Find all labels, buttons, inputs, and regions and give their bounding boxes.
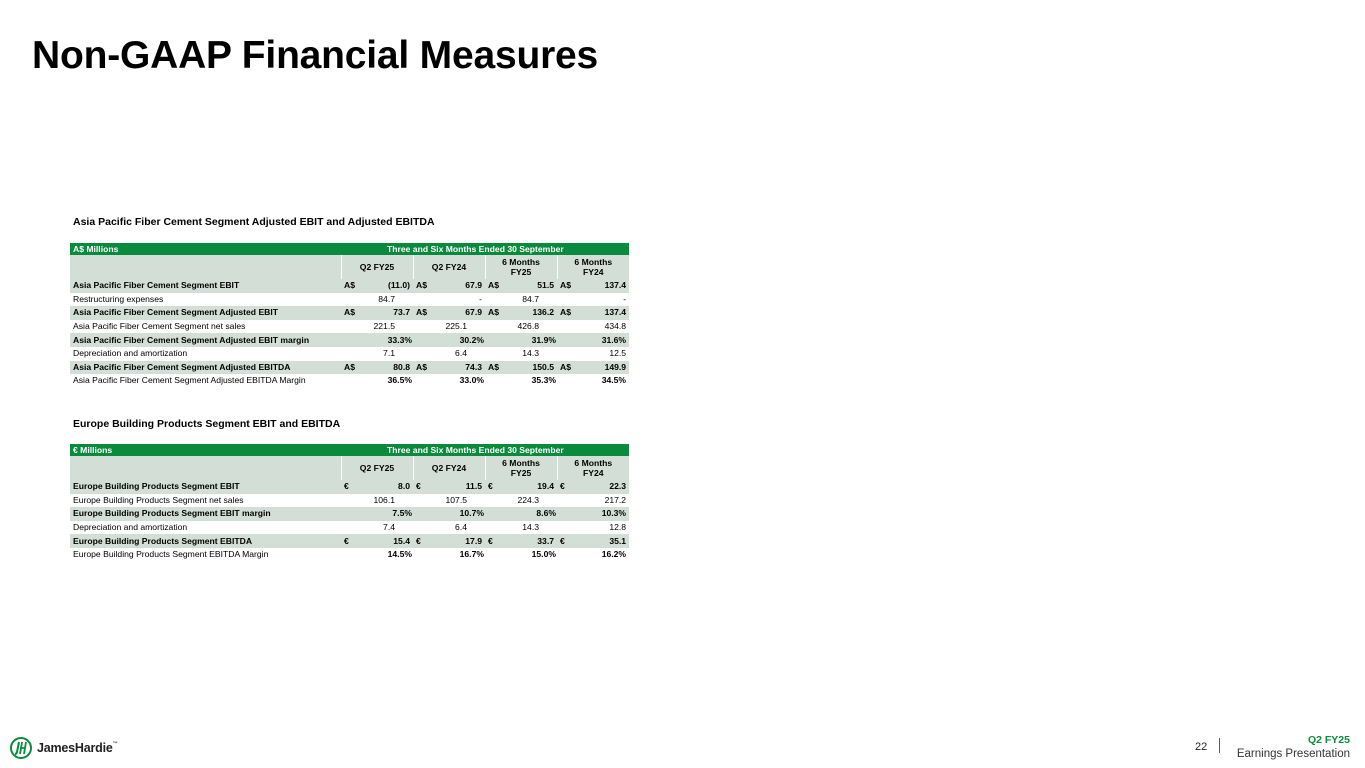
- cell-value: 12.8: [609, 522, 627, 533]
- table-row: [70, 279, 629, 293]
- cell-value: 137.4: [577, 306, 629, 320]
- cell-value: 31.9%: [485, 333, 557, 347]
- table-header-row: [70, 444, 629, 456]
- cell-value: 17.9: [433, 534, 485, 548]
- table-row: [70, 534, 629, 548]
- column-header: [557, 456, 629, 480]
- column-header-line: Q2 FY24: [431, 261, 467, 272]
- cell-value: 30.2%: [413, 333, 485, 347]
- currency-symbol: A$: [485, 361, 505, 375]
- cell-value: -: [479, 293, 482, 304]
- column-header-line: 6 Months: [502, 457, 540, 468]
- currency-symbol: €: [485, 480, 505, 494]
- cell-value: 11.5: [433, 480, 485, 494]
- currency-symbol: €: [413, 534, 433, 548]
- row-label: Asia Pacific Fiber Cement Segment Adjusted EBITDA Margin: [73, 375, 306, 386]
- currency-symbol: €: [557, 534, 577, 548]
- column-header-line: FY24: [583, 267, 604, 277]
- row-label: Europe Building Products Segment EBITDA: [70, 534, 341, 548]
- unit-label: € Millions: [70, 444, 341, 456]
- cell-value: 137.4: [577, 279, 629, 293]
- cell-value: 8.6%: [485, 507, 557, 521]
- cell-value: 51.5: [505, 279, 557, 293]
- unit-label: A$ Millions: [70, 243, 341, 255]
- column-header-line: Q2 FY25: [359, 261, 395, 272]
- cell-value: 7.5%: [341, 507, 413, 521]
- james-hardie-logo-icon: [10, 737, 32, 759]
- currency-symbol: €: [557, 480, 577, 494]
- europe-ebit-table: [70, 444, 629, 562]
- cell-value: 10.7%: [413, 507, 485, 521]
- column-header-line: FY25: [510, 468, 532, 478]
- cell-value: 84.7: [378, 293, 395, 304]
- column-header-line: 6 Months: [502, 256, 540, 267]
- cell-value: 34.5%: [601, 375, 627, 386]
- cell-value: 8.0: [361, 480, 413, 494]
- currency-symbol: A$: [413, 306, 433, 320]
- currency-symbol: A$: [485, 279, 505, 293]
- row-label: Europe Building Products Segment EBIT margin: [70, 507, 341, 521]
- column-header-row: [70, 456, 629, 480]
- cell-value: 33.7: [505, 534, 557, 548]
- cell-value: 73.7: [361, 306, 413, 320]
- cell-value: 426.8: [517, 321, 539, 332]
- column-header: [413, 255, 485, 279]
- currency-symbol: A$: [557, 279, 577, 293]
- row-label: Asia Pacific Fiber Cement Segment Adjusted EBIT margin: [70, 333, 341, 347]
- cell-value: 16.7%: [459, 549, 484, 560]
- europe-section-title: Europe Building Products Segment EBIT and EBITDA: [73, 418, 341, 430]
- cell-value: 150.5: [505, 361, 557, 375]
- table-row: [70, 494, 629, 508]
- table-row: [70, 480, 629, 494]
- row-label: Depreciation and amortization: [73, 348, 188, 359]
- column-header: [485, 456, 557, 480]
- column-header: [485, 255, 557, 279]
- footer-subtitle: Earnings Presentation: [1236, 748, 1350, 760]
- footer-divider: [1219, 738, 1220, 753]
- column-header-row: [70, 255, 629, 279]
- row-label: Depreciation and amortization: [73, 522, 188, 533]
- cell-value: 36.5%: [387, 375, 412, 386]
- cell-value: 15.0%: [531, 549, 556, 560]
- blank-header-cell: [70, 255, 341, 279]
- cell-value: 14.3: [522, 522, 539, 533]
- currency-symbol: €: [485, 534, 505, 548]
- currency-symbol: €: [413, 480, 433, 494]
- cell-value: 6.4: [455, 522, 467, 533]
- cell-value: 35.1: [577, 534, 629, 548]
- column-header: [341, 255, 413, 279]
- currency-symbol: A$: [485, 306, 505, 320]
- currency-symbol: A$: [341, 361, 361, 375]
- apac-section-title: Asia Pacific Fiber Cement Segment Adjusted EBIT and Adjusted EBITDA: [73, 216, 435, 228]
- table-row: [70, 374, 629, 388]
- cell-value: 221.5: [373, 321, 395, 332]
- currency-symbol: A$: [341, 306, 361, 320]
- table-header-row: [70, 243, 629, 255]
- footer-period: Q2 FY25: [1307, 734, 1350, 746]
- table-row: [70, 347, 629, 361]
- currency-symbol: A$: [557, 361, 577, 375]
- logo-wordmark: JamesHardie™: [37, 741, 118, 755]
- column-header: [413, 456, 485, 480]
- cell-value: 33.0%: [459, 375, 484, 386]
- cell-value: 12.5: [609, 348, 627, 359]
- column-header-line: Q2 FY24: [431, 462, 467, 473]
- cell-value: 31.6%: [557, 333, 629, 347]
- row-label: Europe Building Products Segment EBIT: [70, 480, 341, 494]
- row-label: Asia Pacific Fiber Cement Segment Adjusted EBITDA: [70, 361, 341, 375]
- period-header: Three and Six Months Ended 30 September: [341, 444, 629, 456]
- footer-label: [1237, 734, 1350, 761]
- cell-value: 80.8: [361, 361, 413, 375]
- table-row: [70, 548, 629, 562]
- cell-value: -: [623, 293, 627, 304]
- cell-value: 22.3: [577, 480, 629, 494]
- row-label: Europe Building Products Segment EBITDA Margin: [73, 549, 269, 560]
- table-row: [70, 320, 629, 334]
- page-number: 22: [1195, 741, 1208, 753]
- cell-value: 67.9: [433, 279, 485, 293]
- blank-header-cell: [70, 456, 341, 480]
- row-label: Restructuring expenses: [73, 293, 164, 304]
- cell-value: 106.1: [373, 494, 395, 505]
- table-row: [70, 521, 629, 535]
- currency-symbol: A$: [413, 361, 433, 375]
- row-label: Asia Pacific Fiber Cement Segment net sales: [73, 321, 246, 332]
- row-label: Europe Building Products Segment net sales: [73, 494, 244, 505]
- cell-value: 33.3%: [341, 333, 413, 347]
- currency-symbol: A$: [557, 306, 577, 320]
- cell-value: 7.4: [383, 522, 395, 533]
- table-row: [70, 333, 629, 347]
- cell-value: 149.9: [577, 361, 629, 375]
- table-row: [70, 361, 629, 375]
- cell-value: 217.2: [604, 494, 627, 505]
- table-row: [70, 507, 629, 521]
- table-row: [70, 293, 629, 307]
- row-label: Asia Pacific Fiber Cement Segment EBIT: [70, 279, 341, 293]
- column-header-line: Q2 FY25: [359, 462, 395, 473]
- cell-value: 15.4: [361, 534, 413, 548]
- cell-value: 35.3%: [531, 375, 556, 386]
- table-row: [70, 306, 629, 320]
- cell-value: 10.3%: [557, 507, 629, 521]
- column-header-line: FY24: [583, 468, 604, 478]
- apac-ebit-table: [70, 243, 629, 388]
- cell-value: 14.3: [522, 348, 539, 359]
- cell-value: 16.2%: [601, 549, 627, 560]
- column-header-line: 6 Months: [574, 256, 613, 267]
- cell-value: 14.5%: [387, 549, 412, 560]
- row-label: Asia Pacific Fiber Cement Segment Adjusted EBIT: [70, 306, 341, 320]
- column-header: [341, 456, 413, 480]
- currency-symbol: €: [341, 534, 361, 548]
- cell-value: 225.1: [445, 321, 467, 332]
- currency-symbol: A$: [413, 279, 433, 293]
- cell-value: 6.4: [455, 348, 467, 359]
- cell-value: (11.0): [361, 279, 413, 293]
- cell-value: 74.3: [433, 361, 485, 375]
- column-header-line: 6 Months: [574, 457, 613, 468]
- cell-value: 136.2: [505, 306, 557, 320]
- currency-symbol: A$: [341, 279, 361, 293]
- cell-value: 107.5: [445, 494, 467, 505]
- page-title: Non-GAAP Financial Measures: [32, 34, 599, 77]
- column-header-line: FY25: [510, 267, 532, 277]
- company-logo: [10, 737, 117, 759]
- cell-value: 19.4: [505, 480, 557, 494]
- cell-value: 84.7: [522, 293, 539, 304]
- period-header: Three and Six Months Ended 30 September: [341, 243, 629, 255]
- column-header: [557, 255, 629, 279]
- cell-value: 67.9: [433, 306, 485, 320]
- currency-symbol: €: [341, 480, 361, 494]
- cell-value: 7.1: [383, 348, 395, 359]
- cell-value: 224.3: [517, 494, 539, 505]
- cell-value: 434.8: [604, 321, 627, 332]
